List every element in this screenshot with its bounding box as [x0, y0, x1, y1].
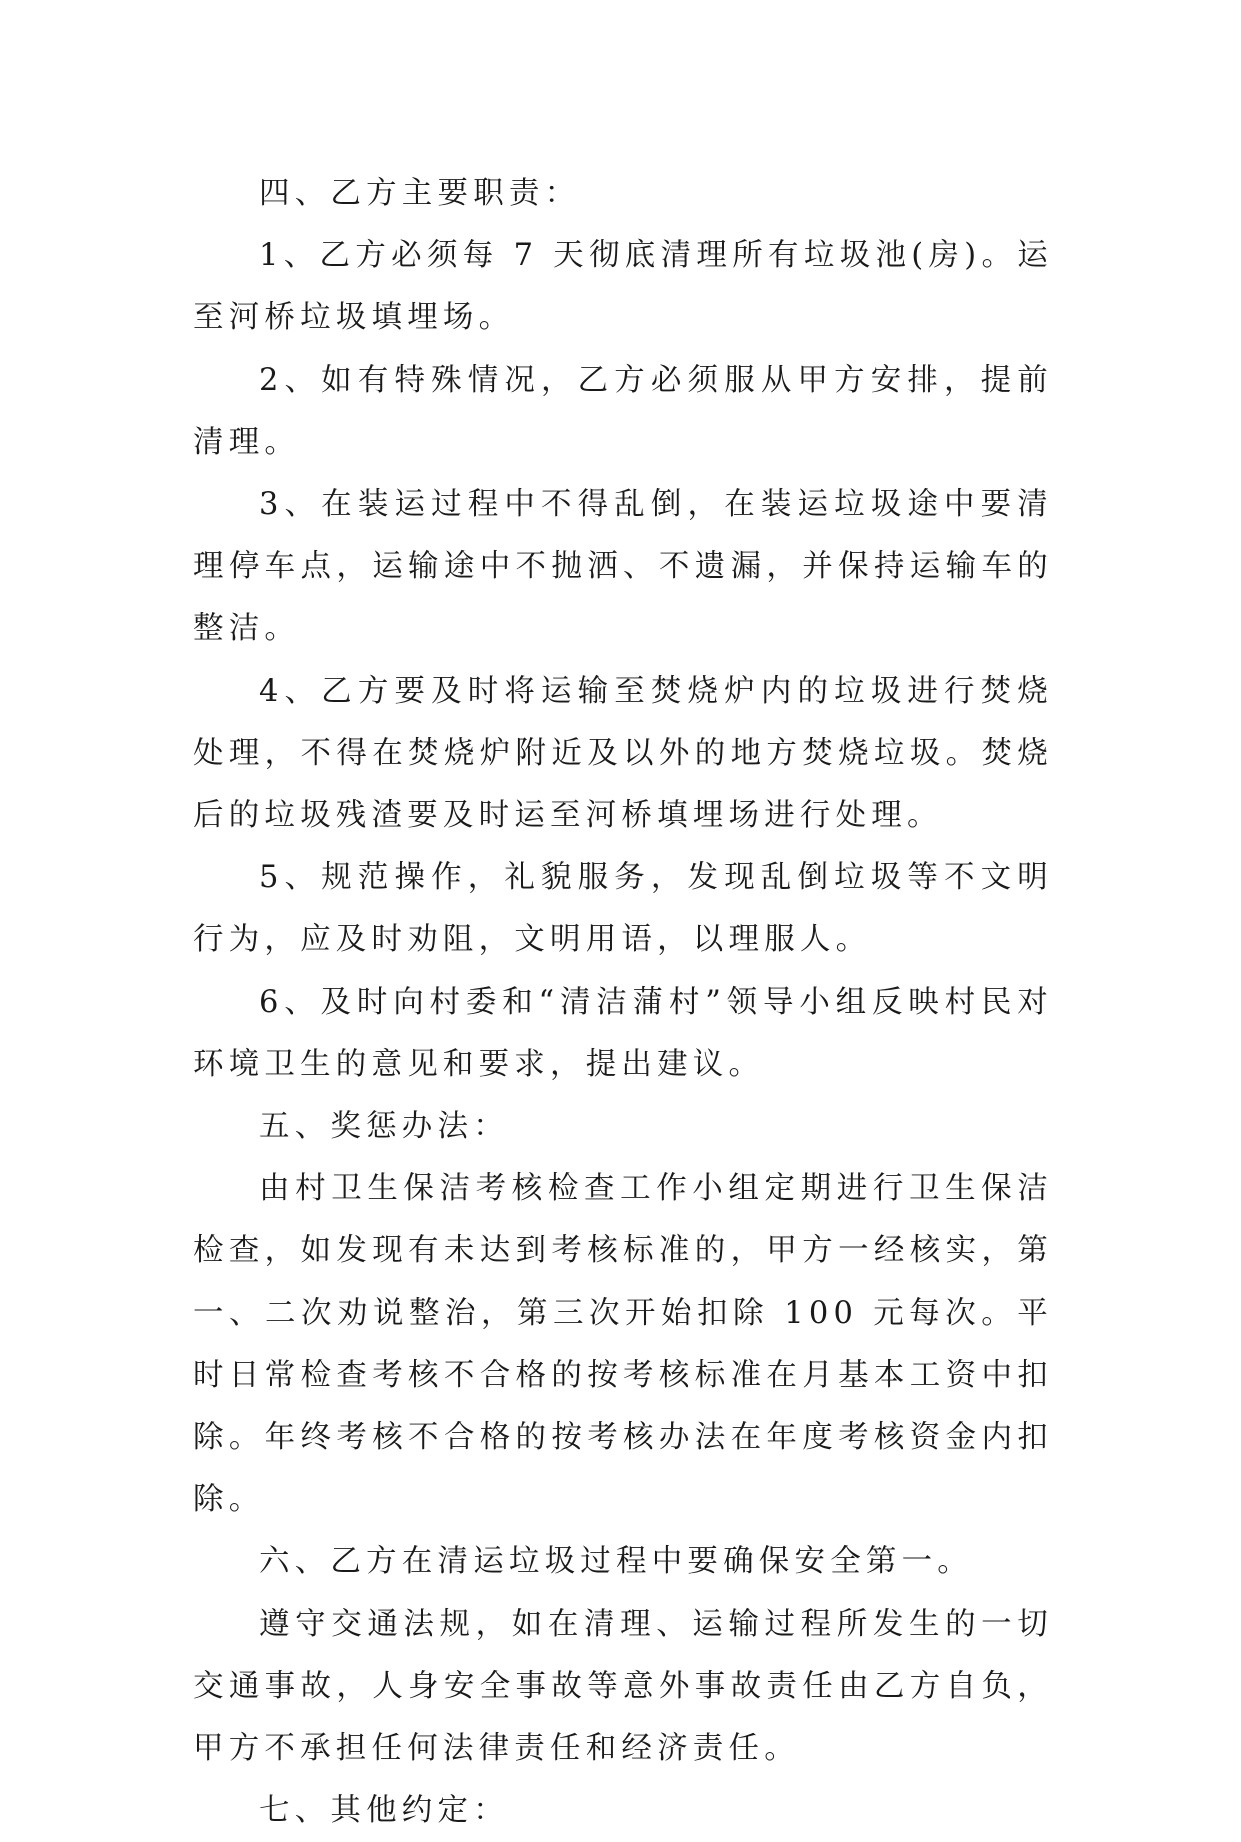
document-body	[193, 163, 1053, 1842]
duty-item-3: 3、在装运过程中不得乱倒，在装运垃圾途中要清理停车点，运输途中不抛洒、不遗漏，并保持运输车的整洁。	[193, 487, 1053, 647]
section-heading-safety: 六、乙方在清运垃圾过程中要确保安全第一。	[259, 1544, 973, 1580]
safety-paragraph: 遵守交通法规，如在清理、运输过程所发生的一切交通事故，人身安全事故等意外事故责任由乙方自负，甲方不承担任何法律责任和经济责任。	[193, 1606, 1053, 1767]
duty-item-1: 1、乙方必须每 7 天彻底清理所有垃圾池(房)。运至河桥垃圾填埋场。	[193, 238, 1053, 336]
section-heading-duties: 四、乙方主要职责：	[259, 176, 581, 211]
section-heading-other: 七、其他约定：	[259, 1793, 509, 1829]
duty-item-4: 4、乙方要及时将运输至焚烧炉内的垃圾进行焚烧处理，不得在焚烧炉附近及以外的地方焚烧垃圾。焚烧后的垃圾残渣要及时运至河桥填埋场进行处理。	[193, 673, 1053, 834]
duty-item-2: 2、如有特殊情况，乙方必须服从甲方安排，提前清理。	[193, 362, 1053, 460]
rewards-paragraph: 由村卫生保洁考核检查工作小组定期进行卫生保洁检查，如发现有未达到考核标准的，甲方一经核实，第一、二次劝说整治，第三次开始扣除 100 元每次。平时日常检查考核不合格的按考核标准在月基本工资中扣除。年终考核不合格的按考核办法在年度考核资金内扣除。	[193, 1171, 1053, 1518]
duty-item-6: 6、及时向村委和“清洁蒲村”领导小组反映村民对环境卫生的意见和要求，提出建议。	[193, 984, 1053, 1082]
duty-item-5: 5、规范操作，礼貌服务，发现乱倒垃圾等不文明行为，应及时劝阻，文明用语，以理服人。	[193, 860, 1053, 958]
section-heading-rewards: 五、奖惩办法：	[259, 1109, 509, 1145]
